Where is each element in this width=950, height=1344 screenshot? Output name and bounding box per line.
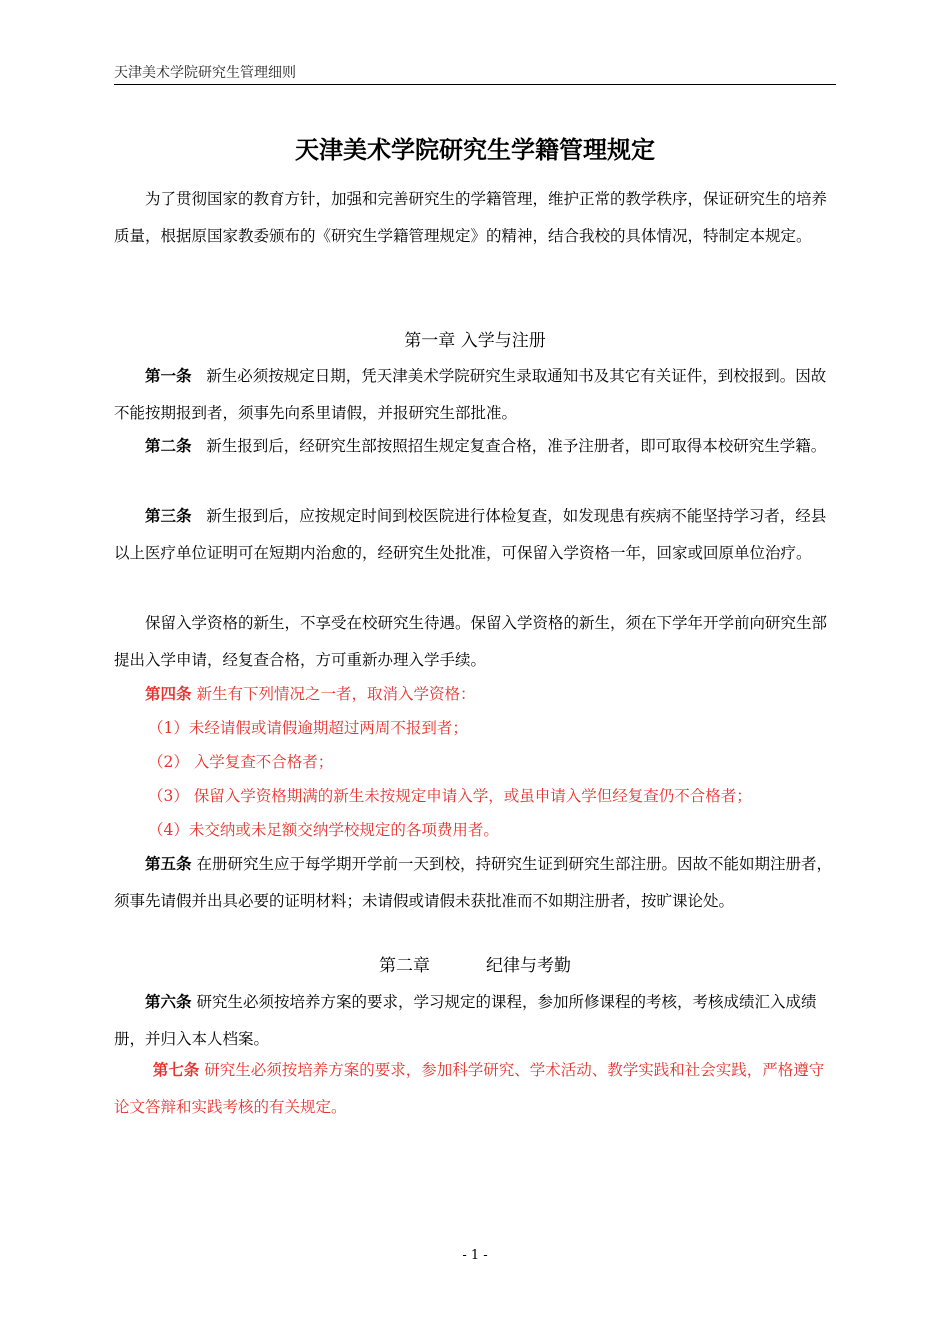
article-2-label: 第二条: [145, 437, 192, 455]
chapter-2-number: 第二章: [379, 956, 430, 976]
article-3: [114, 498, 836, 572]
article-3-paragraph-2: 保留入学资格的新生，不享受在校研究生待遇。保留入学资格的新生，须在下学年开学前向研究生部提出入学申请，经复查合格，方可重新办理入学手续。: [114, 614, 828, 669]
article-7: [114, 1052, 836, 1126]
article-4: [114, 676, 836, 713]
article-1: [114, 358, 836, 432]
article-5-text: 在册研究生应于每学期开学前一天到校，持研究生证到研究生部注册。因故不能如期注册者，须事先请假并出具必要的证明材料；未请假或请假未获批准而不如期注册者，按旷课论处。: [114, 855, 832, 910]
chapter-2-title: 纪律与考勤: [486, 956, 571, 976]
article-5-label: 第五条: [145, 855, 192, 873]
article-4-item-4: （4）未交纳或未足额交纳学校规定的各项费用者。: [148, 821, 499, 839]
article-2: [114, 428, 836, 465]
chapter-2-heading: [0, 951, 950, 981]
article-3-label: 第三条: [145, 507, 192, 525]
chapter-1-heading: 第一章 入学与注册: [404, 331, 546, 351]
page-number: - 1 -: [462, 1248, 488, 1263]
page-header: 天津美术学院研究生管理细则: [114, 64, 836, 85]
article-4-text: 新生有下列情况之一者，取消入学资格：: [196, 685, 476, 703]
article-6-label: 第六条: [145, 993, 192, 1011]
article-7-text: 研究生必须按培养方案的要求，参加科学研究、学术活动、教学实践和社会实践，严格遵守论文答辩和实践考核的有关规定。: [114, 1061, 825, 1116]
article-5: [114, 846, 836, 920]
article-7-label: 第七条: [152, 1061, 200, 1079]
article-1-text: 新生必须按规定日期，凭天津美术学院研究生录取通知书及其它有关证件，到校报到。因故不能按期报到者，须事先向系里请假，并报研究生部批准。: [114, 367, 827, 422]
article-4-item-2: （2） 入学复查不合格者；: [148, 753, 334, 771]
article-4-item-1: （1）未经请假或请假逾期超过两周不报到者；: [148, 719, 468, 737]
article-4-item-3: （3） 保留入学资格期满的新生未按规定申请入学，或虽申请入学但经复查仍不合格者；: [148, 787, 752, 805]
intro-paragraph: 为了贯彻国家的教育方针，加强和完善研究生的学籍管理，维护正常的教学秩序，保证研究生的培养质量，根据原国家教委颁布的《研究生学籍管理规定》的精神，结合我校的具体情况，特制定本规定。: [114, 190, 828, 245]
article-6: [114, 984, 836, 1058]
article-3-text: 新生报到后，应按规定时间到校医院进行体检复查，如发现患有疾病不能坚持学习者，经县以上医疗单位证明可在短期内治愈的，经研究生处批准，可保留入学资格一年，回家或回原单位治疗。: [114, 507, 827, 562]
article-6-text: 研究生必须按培养方案的要求，学习规定的课程，参加所修课程的考核，考核成绩汇入成绩册，并归入本人档案。: [114, 993, 817, 1048]
document-title: 天津美术学院研究生学籍管理规定: [295, 136, 655, 164]
article-4-label: 第四条: [145, 685, 192, 703]
article-1-label: 第一条: [145, 367, 192, 385]
article-2-text: 新生报到后，经研究生部按照招生规定复查合格，准予注册者，即可取得本校研究生学籍。: [206, 437, 827, 455]
